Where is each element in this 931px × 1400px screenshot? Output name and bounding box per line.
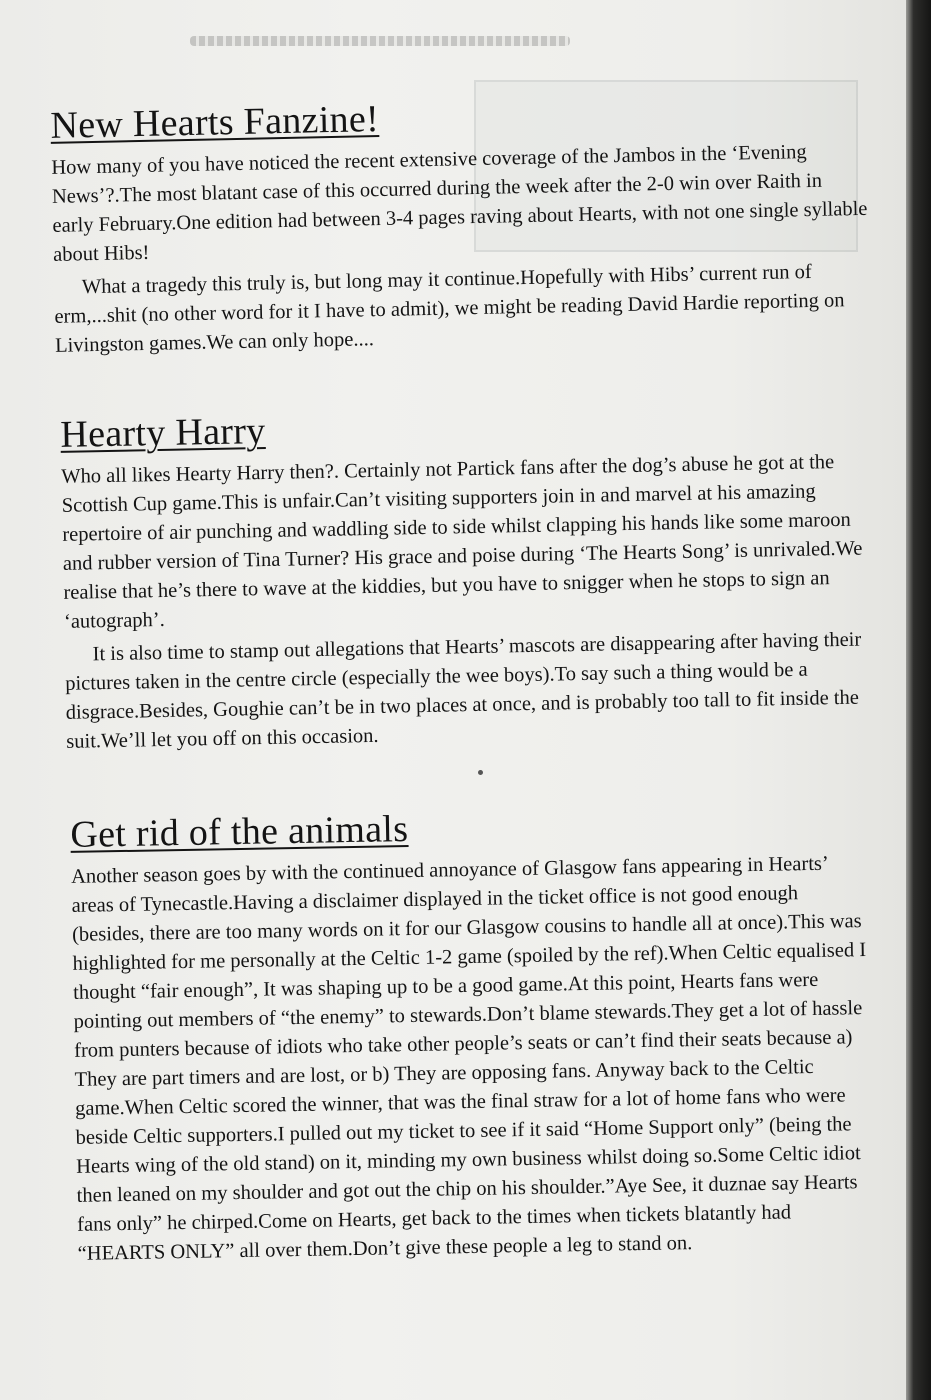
article-hearty-harry	[56, 397, 872, 756]
article-heading: Get rid of the animals	[70, 808, 409, 856]
ink-speck	[478, 770, 483, 775]
article-paragraph: It is also time to stamp out allegations that Hearts’ mascots are disappearing after having their pictures taken in the centre circle (especially the wee boys).To say such a thing would be a disgrace.Besides, Goughie can’t be in two places at once, and is probably too tall to fit inside the suit.We’ll let you off on this occasion.	[64, 628, 862, 753]
article-paragraph: Another season goes by with the continued annoyance of Glasgow fans appearing in Hearts’ areas of Tynecastle.Having a disclaimer displayed in the ticket office is not good enough (besides, there are too many words on it for our Glasgow cousins to handle all at once).This was highlighted for me personally at the Celtic 1-2 game (spoiled by the ref).When Celtic equalised I thought “fair enough”, It was shaping up to be a good game.At this point, Hearts fans were pointing out members of “the enemy” to stewards.Don’t blame stewards.They get a lot of hassle from punters because of idiots who take other people’s seats or can’t find their seats because a) They are part timers and are lost, or b) They are opposing fans. Anyway back to the Celtic game.When Celtic scored the winner, that was the final straw for a lot of home fans who were beside Celtic supporters.I pulled out my ticket to see if it said “Home Support only” (being the Hearts wing of the old stand) on it, minding my own business whilst doing so.Some Celtic idiot then leaned on my shoulder and got out the chip on his shoulder.”Aye See, it duznae say Hearts fans only” he chirped.Come on Hearts, get back to the times when tickets blatantly had “HEARTS ONLY” all over them.Don’t give these people a leg to stand on.	[70, 852, 867, 1265]
article-heading: New Hearts Fanzine!	[50, 98, 380, 147]
page-content	[46, 98, 868, 1273]
article-paragraph: Who all likes Hearty Harry then?. Certainly not Partick fans after the dog’s abuse he got at the Scottish Cup game.This is unfair.Can’t visiting supporters join in and marvel at his amazing repertoire of air punching and waddling side to side whilst clapping his hands like some maroon and rubber version of Tina Turner? His grace and poise during ‘The Hearts Song’ is unrivaled.We realise that he’s there to wave at the kiddies, but you have to snigger when he stops to sign an ‘autograph’.	[61, 451, 863, 633]
article-heading: Hearty Harry	[60, 409, 266, 456]
binding-spine	[906, 0, 931, 1400]
article-get-rid-of-the-animals	[66, 799, 874, 1269]
article-new-hearts-fanzine	[46, 87, 871, 361]
article-paragraph: How many of you have noticed the recent extensive coverage of the Jambos in the ‘Evening News’?.The most blatant case of this occurred during the week after the 2-0 win over Raith in early February.One edition had between 3-4 pages raving about Hearts, with not one single syllable about Hibs!	[51, 141, 868, 266]
article-paragraph: What a tragedy this truly is, but long may it continue.Hopefully with Hibs’ current run of erm,...shit (no other word for it I have to admit), we might be reading David Hardie reporting on Livingston games.We can only hope....	[54, 261, 845, 357]
page-header-smudge	[190, 36, 570, 46]
